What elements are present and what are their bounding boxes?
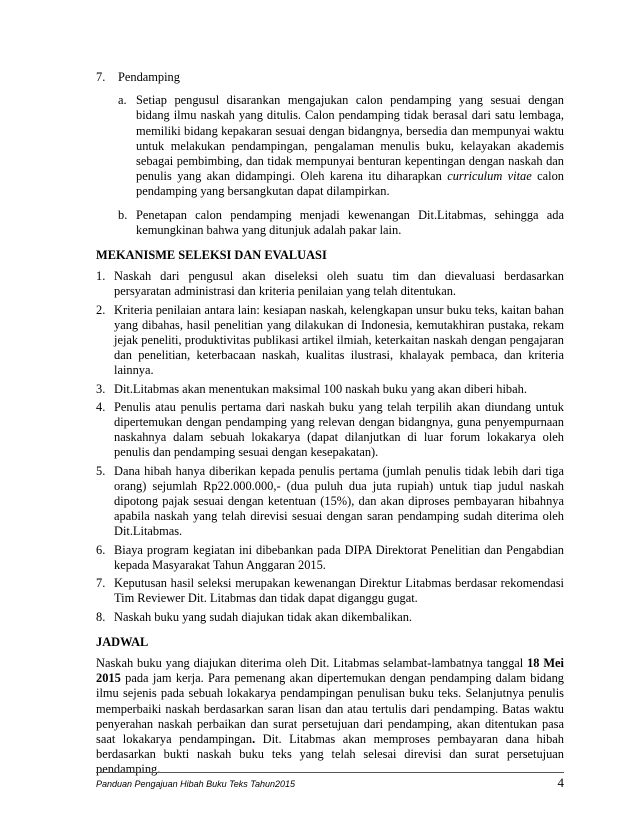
list-number: 2. bbox=[96, 302, 106, 317]
list-number: 1. bbox=[96, 269, 106, 284]
sub-item-text: Penetapan calon pendamping menjadi kewenangan Dit.Litabmas, sehingga ada kemungkinan bahwa yang ditunjuk adalah pakar lain. bbox=[136, 207, 564, 237]
paragraph-text: Naskah buku yang diajukan diterima oleh Dit. Litabmas selambat-lambatnya tanggal bbox=[96, 655, 528, 670]
list-text: Keputusan hasil seleksi merupakan kewenangan Direktur Litabmas berdasar rekomendasi Tim Reviewer Dit. Litabmas dan tidak dapat diganggu gugat. bbox=[114, 576, 564, 606]
list-number: 8. bbox=[96, 609, 106, 624]
page-footer bbox=[96, 772, 564, 790]
page-content bbox=[96, 70, 564, 778]
list-number: 3. bbox=[96, 381, 106, 396]
sub-item-text bbox=[136, 93, 564, 198]
list-item bbox=[96, 269, 564, 299]
list-item bbox=[96, 382, 564, 397]
page-number: 4 bbox=[557, 775, 564, 790]
list-item bbox=[96, 610, 564, 625]
sub-item-label: b. bbox=[118, 207, 128, 222]
heading-jadwal: JADWAL bbox=[96, 634, 149, 649]
paragraph-text: Dit. Litabmas akan memproses pembayaran dana hibah berdasarkan bukti naskah buku teks yang telah selesai direvisi dan surat persetujuan pendamping. bbox=[96, 731, 564, 777]
list-text: Penulis atau penulis pertama dari naskah buku yang telah terpilih akan diundang untuk dipertemukan dengan pendamping yang relevan dengan bidangnya, guna penyempurnaan naskahnya dalam sebuah lokakarya (dapat dilanjutkan di luar forum lokakarya oleh penulis dan pendamping sesuai dengan kesepakatan). bbox=[114, 399, 564, 460]
section-number: 7. bbox=[96, 70, 106, 84]
section-pendamping bbox=[96, 70, 564, 238]
sub-item-b bbox=[96, 208, 564, 238]
list-number: 5. bbox=[96, 463, 106, 478]
sub-item-italic: curriculum vitae bbox=[447, 169, 532, 184]
list-number: 7. bbox=[96, 576, 106, 591]
sub-item-text-part: Setiap pengusul disarankan mengajukan calon pendamping yang sesuai dengan bidang ilmu naskah yang ditulis. Calon pendamping tidak berasal dari satu lembaga, memiliki bidang kepakaran sesuai dengan bidangnya, bersedia dan mempunyai waktu untuk melakukan pendampingan, pengalaman menulis buku, kelayakan akademis sebagai pembimbing, dan tidak mempunyai benturan kepentingan dengan naskah dan penulis yang akan didampingi. Oleh karena itu diharapkan bbox=[136, 93, 564, 184]
list-item bbox=[96, 576, 564, 606]
heading-mekanisme: MEKANISME SELEKSI DAN EVALUASI bbox=[96, 248, 327, 263]
list-item bbox=[96, 543, 564, 573]
list-text: Naskah buku yang sudah diajukan tidak akan dikembalikan. bbox=[114, 609, 412, 624]
list-text: Naskah dari pengusul akan diseleksi oleh suatu tim dan dievaluasi berdasarkan persyaratan administrasi dan kriteria penilaian yang telah ditentukan. bbox=[114, 269, 564, 299]
footer-text: Panduan Pengajuan Hibah Buku Teks Tahun2015 bbox=[96, 779, 295, 789]
list-number: 4. bbox=[96, 399, 106, 414]
list-text: Biaya program kegiatan ini dibebankan pada DIPA Direktorat Penelitian dan Pengabdian kepada Masyarakat Tahun Anggaran 2015. bbox=[114, 542, 564, 572]
list-item bbox=[96, 464, 564, 540]
sub-item-label: a. bbox=[118, 93, 127, 108]
list-text: Kriteria penilaian antara lain: kesiapan naskah, kelengkapan unsur buku teks, kaitan bahan yang dibahas, hasil penelitian yang dilakukan di Indonesia, kemutakhiran pustaka, rekam jejak peneliti, produktivitas publikasi artikel ilmiah, keterkaitan naskah dengan pengajaran dan penelitian, keterbacaan naskah, kualitas ilustrasi, khalayak pembaca, dan kriteria lainnya. bbox=[114, 302, 564, 378]
deadline-date: 18 Mei 2015 bbox=[96, 655, 564, 686]
paragraph-text: pada jam kerja. Para pemenang akan dipertemukan dengan pendamping dalam bidang ilmu sejenis pada sebuah lokakarya pendampingan penulisan buku teks. Selanjutnya penulis memperbaiki naskah berdasarkan saran lisan dan atau tertulis dari pendamping. Batas waktu penyerahan naskah perbaikan dan surat persetujuan dari pendamping, akan ditentukan pasa saat lokakarya pendampingan bbox=[96, 671, 564, 746]
list-number: 6. bbox=[96, 542, 106, 557]
list-text: Dit.Litabmas akan menentukan maksimal 100 naskah buku yang akan diberi hibah. bbox=[114, 381, 527, 396]
section-title: Pendamping bbox=[118, 70, 180, 84]
jadwal-paragraph bbox=[96, 656, 564, 778]
sub-item-text-part: calon pendamping yang bersangkutan dapat dilampirkan. bbox=[136, 169, 564, 199]
bold-period: . bbox=[252, 731, 256, 746]
sub-item-a bbox=[96, 93, 564, 199]
list-item bbox=[96, 400, 564, 461]
mekanisme-list bbox=[96, 269, 564, 624]
list-text: Dana hibah hanya diberikan kepada penulis pertama (jumlah penulis tidak lebih dari tiga orang) sejumlah Rp22.000.000,- (dua puluh dua juta rupiah) untuk tiap judul naskah dipotong pajak sesuai dengan ketentuan (15%), dan akan diproses pembayaran hibahnya apabila naskah yang telah direvisi sesuai dengan saran pendamping sudah diterima oleh Dit.Litabmas. bbox=[114, 463, 564, 539]
list-item bbox=[96, 303, 564, 379]
